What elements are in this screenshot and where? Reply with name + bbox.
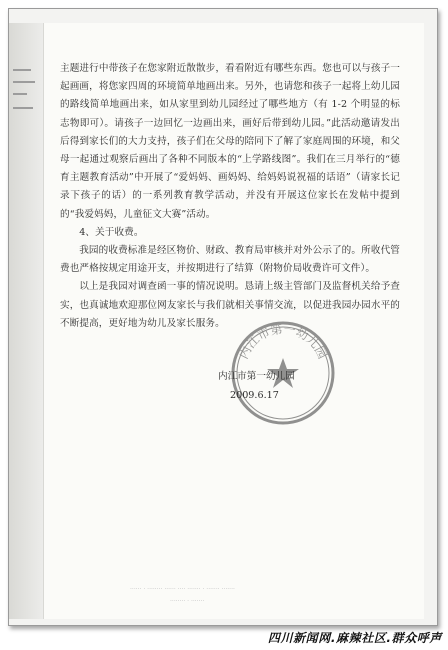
strip-mark	[13, 107, 33, 109]
signature-org: 内江市第一幼儿园	[218, 371, 295, 382]
paragraph-fees: 我园的收费标准是经区物价、财政、教育局审核并对外公示了的。所收代管费也严格按规定用途开支，并按期进行了结算（附物价局收费许可文件）。	[60, 245, 400, 275]
site-watermark: 四川新闻网.麻辣社区.群众呼声	[267, 631, 442, 645]
seal-text: 内江市第一幼儿园	[236, 322, 330, 362]
letter-body	[60, 60, 400, 333]
bleed-through-text: ········ · ·······	[170, 598, 205, 605]
paragraph-closing: 以上是我园对调查函一事的情况说明。恳请上级主管部门及监督机关给予查实，也真诚地欢迎那位网友家长与我们就相关事情交流，以促进我园办园水平的不断提高，更好地为幼儿及家长服务。	[60, 281, 400, 329]
signature-date: 2009.6.17	[230, 390, 279, 401]
svg-text:内江市第一幼儿园	[236, 322, 330, 361]
strip-mark	[13, 93, 27, 95]
paragraph-continued: 主题进行中带孩子在您家附近散散步，看看附近有哪些东西。您也可以与孩子一起画画，将您家四周的环境简单地画出来。另外，也请您和孩子一起将上幼儿园的路线简单地画出来，如从家里到幼儿园经过了哪些地方（有 1-2 个明显的标志物即可）。请孩子一边回忆一边画出来，画好后带到幼儿园。”此活动邀请发出后得到家长们的大力支持，孩子们在父母的陪同下了解了家庭周围的环境，和父母一起通过观察后画出了各种不同版本的“上学路线图”。我们在三月举行的“德育主题教育活动”中开展了“爱妈妈、画妈妈、给妈妈说祝福的话语”（请家长记录下孩子的话）的一系列教育教学活动，并没有开展这位家长在发帖中提到的“我爱妈妈，儿童征文大赛”活动。	[60, 63, 400, 220]
strip-mark	[13, 69, 31, 71]
section-heading-fees: 4、关于收费。	[79, 226, 144, 238]
binding-strip	[9, 23, 43, 619]
strip-mark	[13, 81, 35, 83]
bleed-through-text: ······ · ········ ······ ···· ······· · ······· ·······	[130, 586, 235, 593]
